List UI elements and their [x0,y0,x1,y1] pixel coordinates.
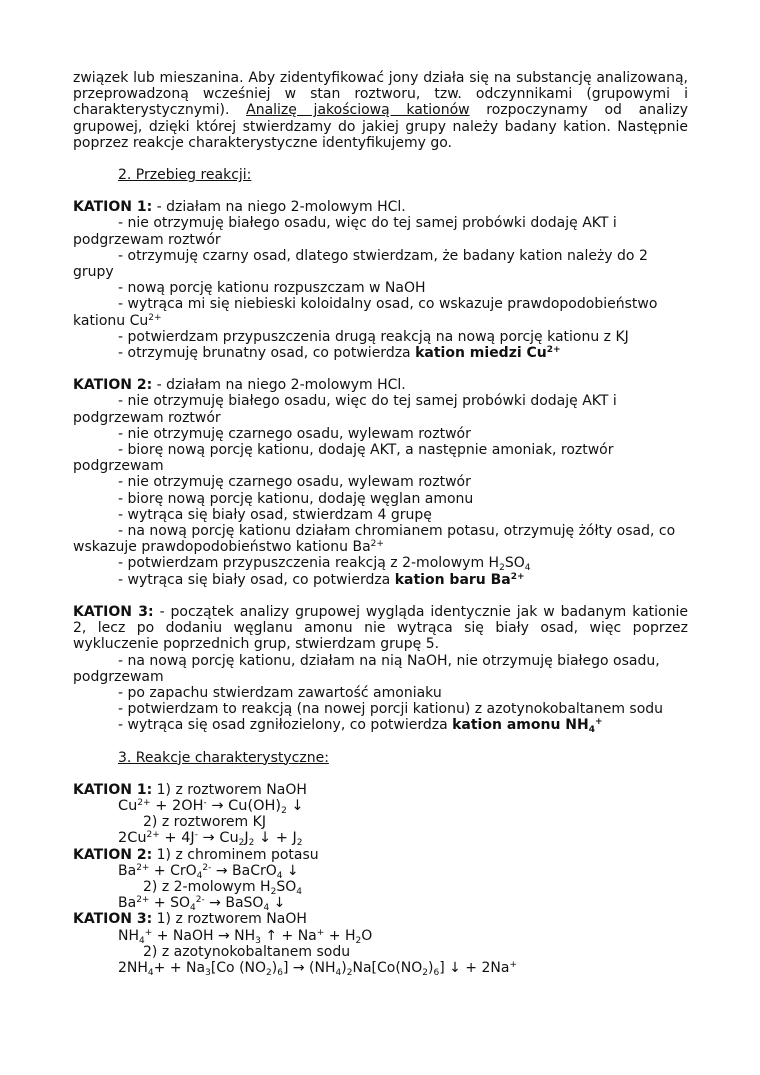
step-cont: podgrzewam roztwór [73,409,221,426]
reaction-sub: 2) z azotynokobaltanem sodu [143,943,351,960]
step: - otrzymuję brunatny osad, co potwierdza kation miedzi $Cu^{2+}$ [118,345,561,362]
intro-text-2: rozpoczynamy od analizy grupowej, dzięki której stwierdzamy do jakiej grupy należy badany kation. Następnie poprzez reakcje charakterystyczne identyfikujemy go. [73,102,689,151]
kation-1-intro: KATION 1: - działam na niego 2-molowym HCl. [73,199,406,216]
underlined-phrase: Analizę jakościową kationów [246,102,470,119]
step-cont: podgrzewam [73,668,164,685]
equation: $Ba^{2+} + SO_4^{2-}$ → BaSO$_4$ ↓ [118,895,286,914]
step: - nie otrzymuję czarnego osadu, wylewam roztwór [118,425,471,442]
equation: $2Cu^{2+} + 4J^- \to Cu_2J_2$ ↓ + $J_2$ [118,830,303,849]
step-cont: wskazuje prawdopodobieństwo kationu $Ba^{2+}$ [73,539,384,556]
document-page [73,70,688,976]
step: - otrzymuję czarny osad, dlatego stwierdzam, że badany kation należy do 2 [118,247,648,264]
kation-3-intro: KATION 3: - początek analizy grupowej wygląda identycznie jak w badanym kationie 2, lecz po dodaniu węglanu amonu nie wytrąca się biały osad, więc poprzez wykluczenie poprzednich grup, stwierdzam grupę 5. [73,603,688,653]
step: - nową porcję kationu rozpuszczam w NaOH [118,280,426,297]
step: - po zapachu stwierdzam zawartość amoniaku [118,684,442,701]
intro-paragraph [73,70,688,151]
step-cont: podgrzewam [73,458,164,475]
intro-text-1: związek lub mieszanina. Aby zidentyfikować jony działa się na substancję analizowaną, przeprowadzoną wcześniej w stan roztworu, tzw. odczynnikami (grupowymi i charakterystycznymi). [73,70,688,119]
equation: $2NH_4+ + Na_3[Co$ $(NO_2)_6] \to (NH_4)_2Na[Co(NO_2)_6]$ ↓ + 2Na+ [118,959,517,978]
step: - potwierdzam to reakcją (na nowej porcji kationu) z azotynokobaltanem sodu [118,701,664,718]
step: - biorę nową porcję kationu, dodaję węglan amonu [118,490,474,507]
equation: $Ba^{2+} + CrO_4^{2-}$ → BaCrO$_4$ ↓ [118,862,299,881]
step: - wytrąca się osad zgniłozielony, co potwierdza kation amonu $NH_4^+$ [118,717,603,736]
kation-2-intro: KATION 2: - działam na niego 2-molowym HCl. [73,377,406,394]
reaction-kation-1: KATION 1: 1) z roztworem NaOH [73,781,307,798]
step: - nie otrzymuję białego osadu, więc do tej samej probówki dodaję AKT i [118,393,617,410]
step-cont: kationu $Cu^{2+}$ [73,312,162,329]
step: - wytrąca się biały osad, stwierdzam 4 grupę [118,506,432,523]
reaction-kation-3: KATION 3: 1) z roztworem NaOH [73,911,307,928]
step: - wytrąca mi się niebieski koloidalny osad, co wskazuje prawdopodobieństwo [118,296,658,313]
step: - potwierdzam przypuszczenia reakcją z 2-molowym $H_2SO_4$ [118,555,531,574]
step: - na nową porcję kationu działam chromianem potasu, otrzymuję żółty osad, co [118,523,676,540]
step: - potwierdzam przypuszczenia drugą reakcją na nową porcję kationu z KJ [118,328,629,345]
step-cont: grupy [73,264,114,281]
section-3-heading: 3. Reakcje charakterystyczne: [118,749,329,766]
step: - nie otrzymuję białego osadu, więc do tej samej probówki dodaję AKT i [118,215,617,232]
step-cont: podgrzewam roztwór [73,231,221,248]
step: - na nową porcję kationu, działam na nią NaOH, nie otrzymuję białego osadu, [118,652,660,669]
equation: $Cu^{2+} + 2OH^- \to Cu(OH)_2$ ↓ [118,797,304,816]
step: - wytrąca się biały osad, co potwierdza kation baru $Ba^{2+}$ [118,571,525,588]
equation: $NH_4^+$ + NaOH → $NH_3$ ↑ + $Na^+ + H_2O$ [118,927,373,946]
step: - biorę nową porcję kationu, dodaję AKT, a następnie amoniak, roztwór [118,442,614,459]
step: - nie otrzymuję czarnego osadu, wylewam roztwór [118,474,471,491]
section-2-heading: 2. Przebieg reakcji: [118,167,252,184]
reaction-kation-2: KATION 2: 1) z chrominem potasu [73,846,319,863]
reaction-sub: 2) z roztworem KJ [143,814,266,831]
reaction-sub: 2) z 2-molowym $H_2SO_4$ [143,878,302,897]
